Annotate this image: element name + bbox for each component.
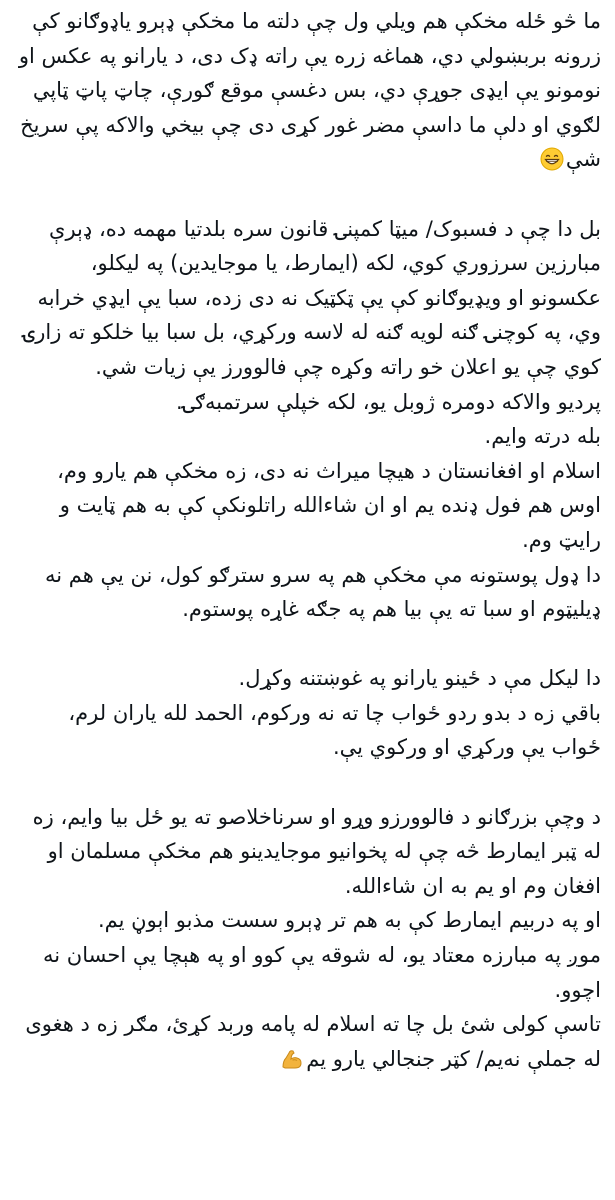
text-line: دا ډول پوستونه مې مخکې هم په سرو سترګو کول، نن یې هم bbox=[68, 562, 601, 587]
text-line: بله درته وایم. bbox=[484, 424, 601, 449]
text-line: او په دربیم ایمارط کې به هم تر ډېرو سست مذبو اېوڼ یم. bbox=[98, 908, 601, 933]
paragraph-spacer bbox=[14, 627, 601, 662]
text-line: کې زرونه بربښولي دي، هماغه زره يې راته ډک دی، د یارانو په bbox=[32, 9, 601, 68]
post-paragraph bbox=[14, 938, 601, 1007]
text-line: د وچې بزرګانو د فالوورزو وړو او سرناخلاصو ته یو ځل بیا bbox=[109, 804, 601, 829]
text-line: نه ډیلیټوم او سبا ته یې بیا هم په جګه غاړه پوستوم. bbox=[44, 562, 601, 622]
text-line: بل دا چې د فسبوک/ میټا کمپنۍ قانون سره بلدتیا مهمه ده، bbox=[98, 216, 601, 241]
post-paragraph bbox=[14, 661, 601, 696]
text-line: بیخي والاکه پې سریخ شې bbox=[20, 112, 601, 172]
post-paragraph bbox=[14, 419, 601, 454]
text-line: ایډي خرابه وي، په کوچنۍ ګنه لویه ګنه له لاسه ورکړي، بل سبا bbox=[37, 285, 601, 345]
text-line: اوس هم فول ډنده یم او ان شاءالله راتلونکې کې به هم ټایت و bbox=[59, 493, 601, 518]
post-paragraph bbox=[14, 4, 601, 177]
text-line: مسلمان او افغان وم او یم به ان شاءالله. bbox=[47, 839, 601, 898]
post-paragraph bbox=[14, 800, 601, 904]
post-paragraph bbox=[14, 1007, 601, 1076]
text-line: پردیو والاکه دومره ژوبل یو، لکه خپلې سرتمبه‌ګۍ. bbox=[175, 389, 601, 414]
text-line: رایټ وم. bbox=[522, 527, 601, 552]
text-line: بیا خلکو ته زارۍ کوي چې یو اعلان خو راته وکړه چې فالوورز bbox=[22, 320, 601, 379]
post-paragraph bbox=[14, 696, 601, 765]
grinning-face-emoji bbox=[540, 147, 564, 171]
text-line: چاټ پاټ ټاپي لګوي او دلې ما داسې مضر غور کړی دی چې bbox=[32, 78, 601, 137]
paragraph-spacer bbox=[14, 765, 601, 800]
paragraph-spacer bbox=[14, 177, 601, 212]
post-paragraph bbox=[14, 558, 601, 627]
text-line: ډېرې مبارزین سرزوري کوي، لکه (ایمارط، یا موجایدین) په bbox=[49, 216, 601, 276]
post-paragraph bbox=[14, 903, 601, 938]
text-line: ما څو ځله مخکې هم ویلي ول چې دلته ما مخکې ډېرو یاډوګانو bbox=[66, 9, 601, 33]
post-paragraph bbox=[14, 385, 601, 420]
text-line: یې زیات شي. bbox=[95, 354, 216, 379]
text-line: وایم، زه له ټبر ایمارط څه چې له پخوانیو موجایدینو هم مخکې bbox=[32, 804, 601, 864]
text-line: دا لیکل مې د ځینو یارانو په غوښتنه وکړل. bbox=[238, 666, 601, 691]
text-line: هغوی له جملې نه‌یم/ کټر جنجالي یارو یم bbox=[25, 1012, 601, 1071]
text-line: عکس او نومونو یې ایډی جوړې دي، بس دغسې موقع ګورې، bbox=[18, 43, 601, 103]
flexed-biceps-emoji bbox=[280, 1047, 304, 1071]
post-paragraph bbox=[14, 454, 601, 558]
text-line: نه اچوو. bbox=[42, 943, 601, 1002]
text-line: ځواب یې ورکړي او ورکوي یې. bbox=[332, 735, 601, 760]
post-paragraph bbox=[14, 212, 601, 385]
text-line: لیکلو، عکسونو او ویډیوګانو کې یې ټکټیک نه دی زده، سبا یې bbox=[90, 251, 601, 310]
text-line: باقي زه د بدو ردو ځواب چا ته نه ورکوم، الحمد لله یاران لرم، bbox=[68, 700, 601, 725]
text-line: اسلام او افغانستان د هیچا میراث نه دی، زه مخکې هم یارو وم، bbox=[57, 458, 601, 483]
text-line: تاسې کولی شئ بل چا ته اسلام له پامه وربد کړئ، مګر زه د bbox=[80, 1012, 601, 1037]
text-line: موږ په مبارزه معتاد یو، له شوقه یې کوو او په هېچا یې احسان bbox=[66, 943, 601, 968]
